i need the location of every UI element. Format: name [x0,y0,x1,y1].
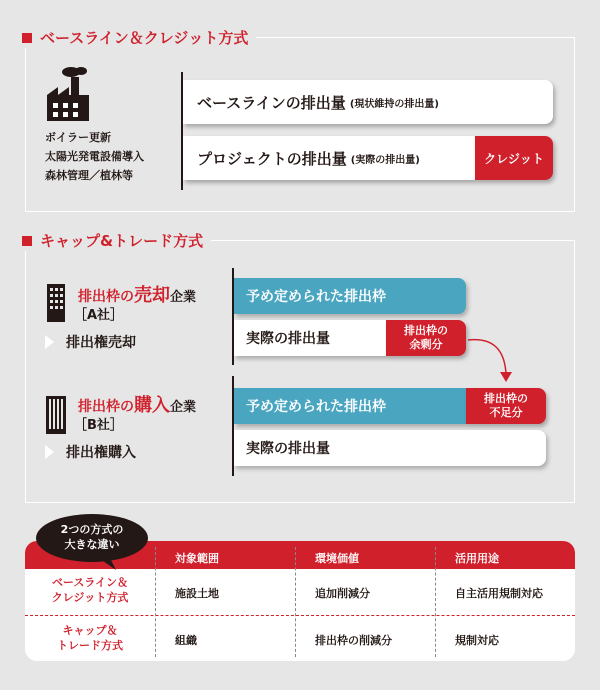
buyer-company-label: 排出枠の 購入 企業 [78,395,197,416]
buyer-actual-bar: 実際の排出量 [234,430,546,466]
seller-company-label: 排出枠の 売却 企業 [78,285,197,306]
row-separator [25,615,575,616]
buyer-action: 排出権購入 [45,442,136,462]
baseline-emission-bar: ベースラインの排出量 (現状維持の排出量) [183,80,553,124]
column-header: 対象範囲 [175,552,219,565]
column-separator [435,547,436,657]
building-icon [44,396,68,434]
buyer-company-name: ［B社］ [74,418,123,433]
buyer-preset-cap-bar: 予め定められた排出枠 [234,388,466,424]
seller-action: 排出権売却 [45,332,136,352]
column-header: 活用用途 [455,552,499,565]
column-header: 環境価値 [315,552,359,565]
column-separator [295,547,296,657]
credit-tag: クレジット [475,136,553,180]
bubble-text: 2つの方式の 大きな違い [60,523,124,551]
section-marker [22,33,32,43]
play-icon [45,445,54,459]
column-separator [155,547,156,657]
section-title-cap-trade: キャップ&トレード方式 [22,230,211,251]
table-cell: 自主活用規制対応 [455,587,543,600]
table-cell: 組織 [175,634,197,647]
seller-preset-cap-bar: 予め定められた排出枠 [234,278,466,314]
table-cell: 排出枠の削減分 [315,634,392,647]
surplus-tag: 排出枠の 余剰分 [386,320,466,356]
shortfall-tag: 排出枠の 不足分 [466,388,546,424]
example-item: 森林管理／植林等 [45,169,133,182]
section-title-baseline: ベースライン＆クレジット方式 [22,27,256,48]
table-cell: 施設土地 [175,587,219,600]
table-cell: 規制対応 [455,634,499,647]
seller-actual-bar: 実際の排出量 [234,320,386,356]
section-marker [22,236,32,246]
row-label: キャップ＆ トレード方式 [57,624,123,652]
baseline-credit-panel [25,37,575,212]
building-icon [45,284,67,322]
project-examples [45,128,144,185]
factory-icon [45,65,91,121]
seller-company-name: ［A社］ [74,308,124,323]
row-label: ベースライン＆ クレジット方式 [51,576,129,604]
arrow-icon [460,330,530,390]
project-emission-bar: プロジェクトの排出量 (実際の排出量) [183,136,475,180]
example-item: ボイラー更新 [45,131,111,144]
table-cell: 追加削減分 [315,587,370,600]
example-item: 太陽光発電設備導入 [45,150,144,163]
play-icon [45,335,54,349]
